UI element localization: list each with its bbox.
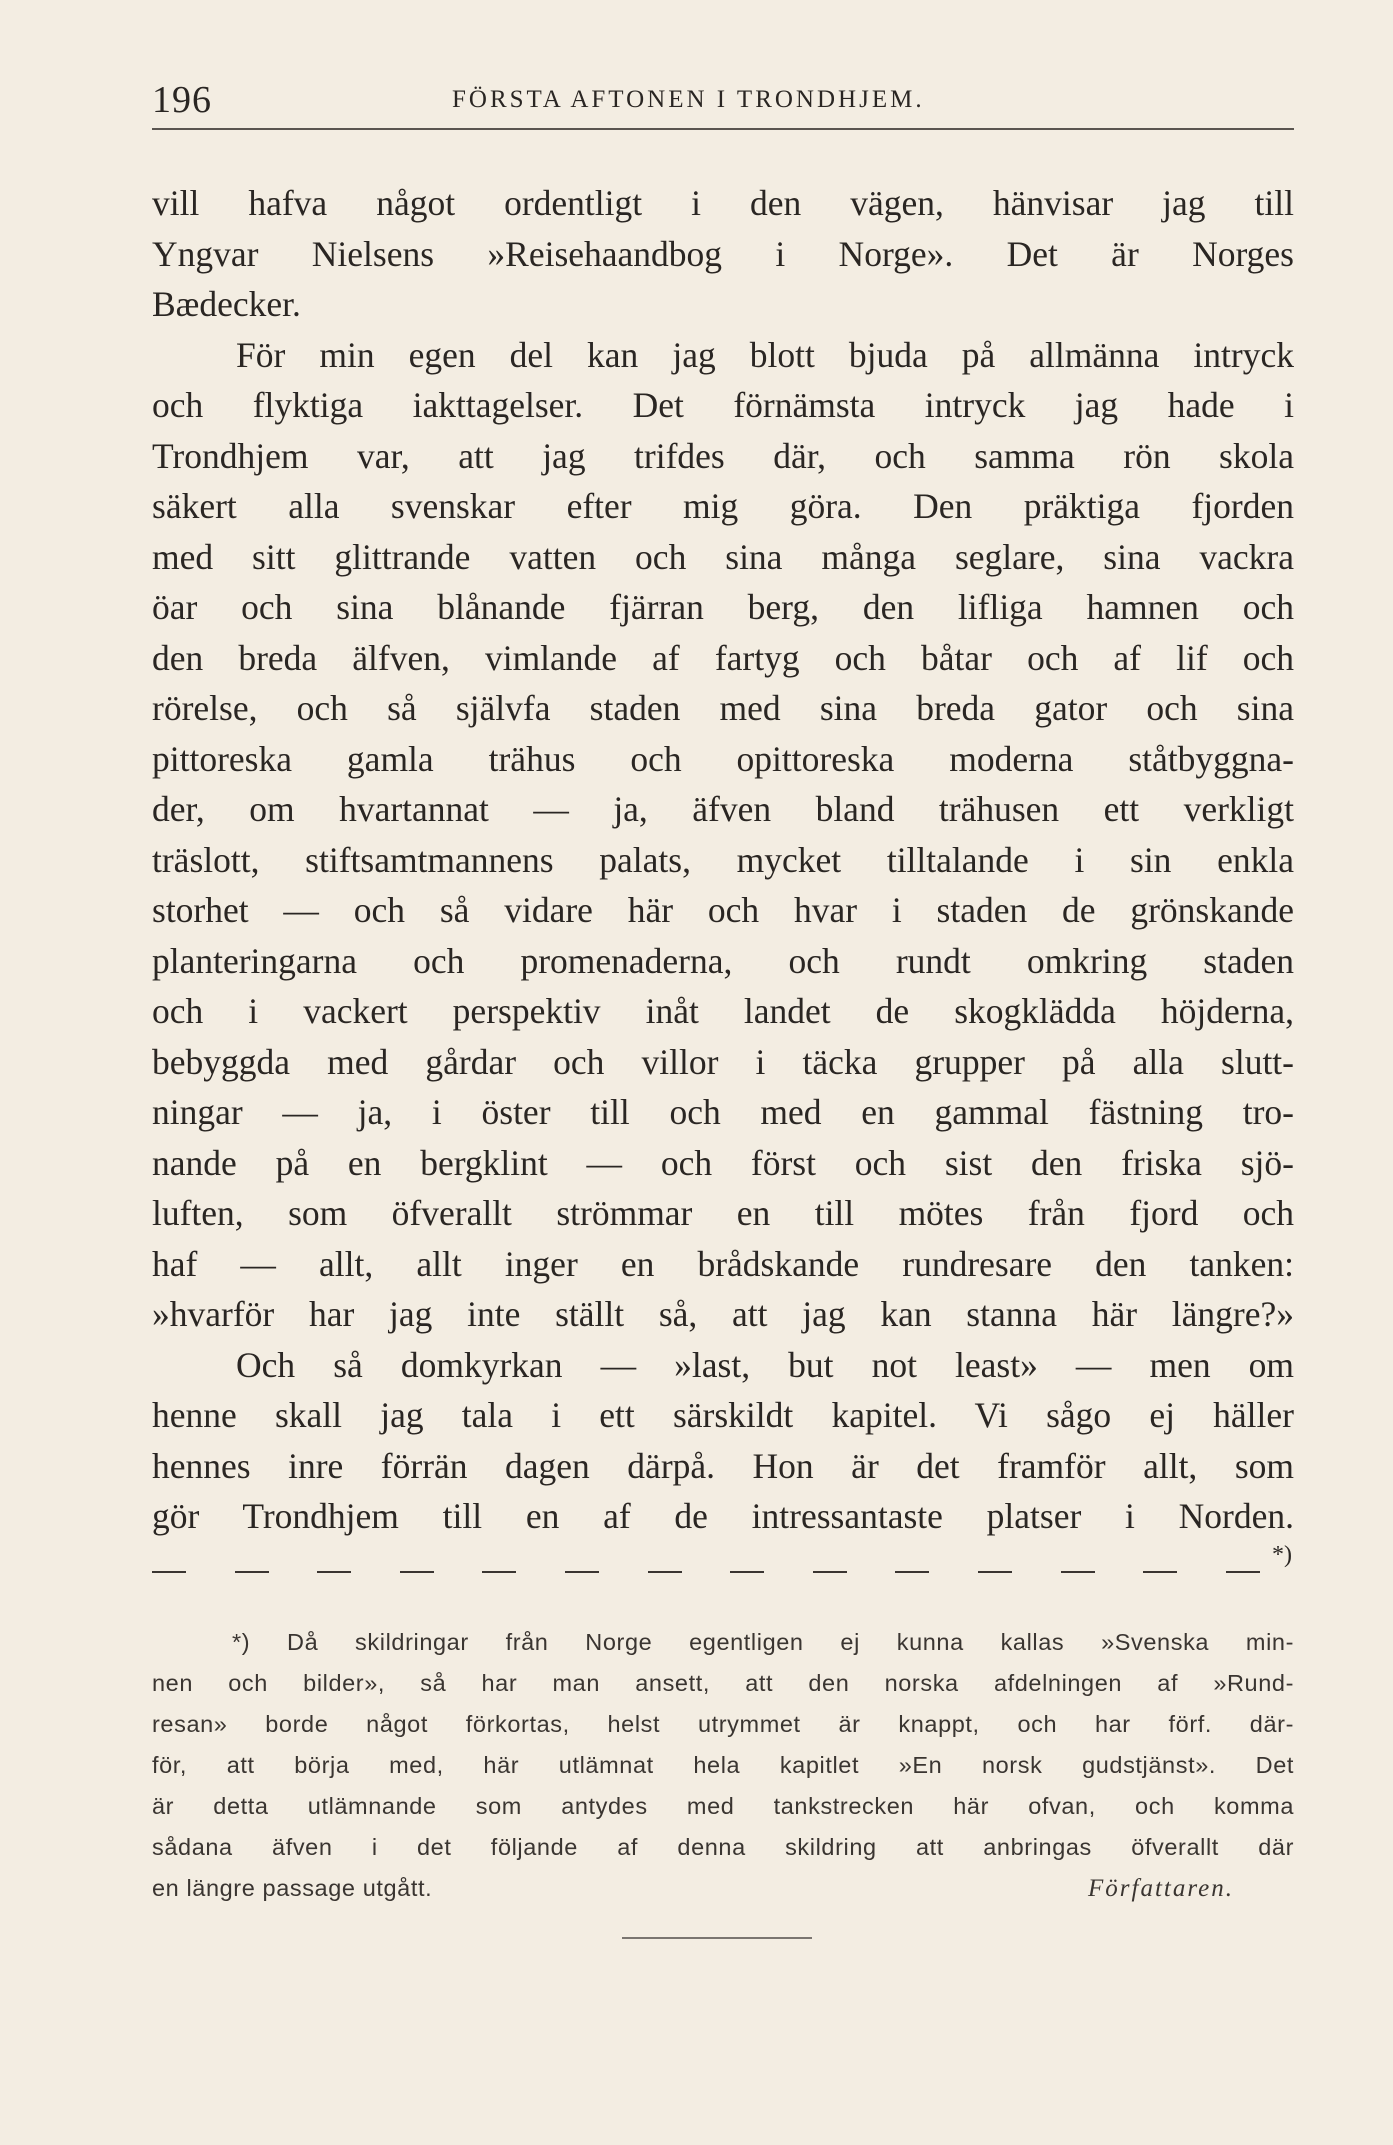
- text-line: och flyktiga iakttagelser. Det förnämsta intryck jag hade i: [152, 385, 1294, 425]
- dash: [1226, 1571, 1260, 1573]
- text-line: träslott, stiftsamtmannens palats, mycket tilltalande i sin enkla: [152, 839, 1294, 880]
- text-line: nande på en bergklint — och först och sist den friska sjö-: [152, 1142, 1294, 1183]
- text-line: öar och sina blånande fjärran berg, den lifliga hamnen och: [152, 587, 1294, 627]
- dash: [648, 1571, 682, 1573]
- dash: [152, 1571, 186, 1573]
- text-line: För min egen del kan jag blott bjuda på allmänna intryck: [236, 334, 1294, 375]
- text-line: planteringarna och promenaderna, och rundt omkring staden: [152, 940, 1294, 981]
- text-line: rörelse, och så självfa staden med sina breda gator och sina: [152, 688, 1294, 728]
- text-line: vill hafva något ordentligt i den vägen, hänvisar jag till: [152, 183, 1294, 223]
- text-line: der, om hvartannat — ja, äfven bland trähusen ett verkligt: [152, 789, 1294, 829]
- text-line: »hvarför har jag inte ställt så, att jag kan stanna här längre?»: [152, 1294, 1294, 1334]
- dash: [235, 1571, 269, 1573]
- footnote-marker: *): [1272, 1542, 1292, 1568]
- dash: [317, 1571, 351, 1573]
- footnote-last-line: [152, 1868, 1294, 1909]
- text-line: den breda älfven, vimlande af fartyg och båtar och af lif och: [152, 637, 1294, 678]
- footnote-signature: Författaren.: [1088, 1875, 1234, 1902]
- footnote-line: är detta utlämnande som antydes med tankstrecken här ofvan, och komma: [152, 1793, 1294, 1819]
- bottom-rule: [622, 1937, 812, 1939]
- page-header: [152, 78, 1294, 130]
- dash: [730, 1571, 764, 1573]
- omission-dashes: [152, 1542, 1294, 1592]
- running-title: FÖRSTA AFTONEN I TRONDHJEM.: [452, 86, 925, 113]
- text-line: storhet — och så vidare här och hvar i staden de grönskande: [152, 890, 1294, 930]
- dash: [565, 1571, 599, 1573]
- text-line: Och så domkyrkan — »last, but not least» — men om: [236, 1344, 1294, 1385]
- text-line: med sitt glittrande vatten och sina många seglare, sina vackra: [152, 536, 1294, 577]
- page-number: 196: [152, 79, 212, 121]
- dash: [813, 1571, 847, 1573]
- footnote-line: nen och bilder», så har man ansett, att den norska afdelningen af »Rund-: [152, 1670, 1294, 1696]
- text-line: pittoreska gamla trähus och opittoreska moderna ståtbyggna-: [152, 738, 1294, 779]
- footnote-line: resan» borde något förkortas, helst utrymmet är knappt, och har förf. där-: [152, 1711, 1294, 1737]
- text-line: Trondhjem var, att jag trifdes där, och samma rön skola: [152, 435, 1294, 476]
- dash: [482, 1571, 516, 1573]
- dash: [400, 1571, 434, 1573]
- text-line: hennes inre förrän dagen därpå. Hon är det framför allt, som: [152, 1445, 1294, 1486]
- dash: [895, 1571, 929, 1573]
- text-line: luften, som öfverallt strömmar en till mötes från fjord och: [152, 1193, 1294, 1233]
- body-text: [152, 178, 1294, 1542]
- dash: [1061, 1571, 1095, 1573]
- text-line: Bædecker.: [152, 284, 301, 324]
- text-line: ningar — ja, i öster till och med en gammal fästning tro-: [152, 1092, 1294, 1132]
- text-line: bebyggda med gårdar och villor i täcka grupper på alla slutt-: [152, 1041, 1294, 1082]
- footnote-line: för, att börja med, här utlämnat hela kapitlet »En norsk gudstjänst». Det: [152, 1752, 1294, 1778]
- footnote-line: sådana äfven i det följande af denna skildring att anbringas öfverallt där: [152, 1834, 1294, 1860]
- footnote-line: *) Då skildringar från Norge egentligen ej kunna kallas »Svenska min-: [232, 1629, 1294, 1655]
- text-line: säkert alla svenskar efter mig göra. Den präktiga fjorden: [152, 486, 1294, 526]
- text-line: och i vackert perspektiv inåt landet de skogklädda höjderna,: [152, 991, 1294, 1031]
- footnote: [152, 1622, 1294, 1909]
- text-line: henne skall jag tala i ett särskildt kapitel. Vi sågo ej häller: [152, 1395, 1294, 1435]
- dash: [978, 1571, 1012, 1573]
- text-line: Yngvar Nielsens »Reisehaandbog i Norge». Det är Norges: [152, 233, 1294, 274]
- text-line: haf — allt, allt inger en brådskande rundresare den tanken:: [152, 1243, 1294, 1284]
- footnote-line: en längre passage utgått.: [152, 1875, 433, 1901]
- text-line: gör Trondhjem till en af de intressantaste platser i Norden.: [152, 1496, 1294, 1536]
- dash: [1143, 1571, 1177, 1573]
